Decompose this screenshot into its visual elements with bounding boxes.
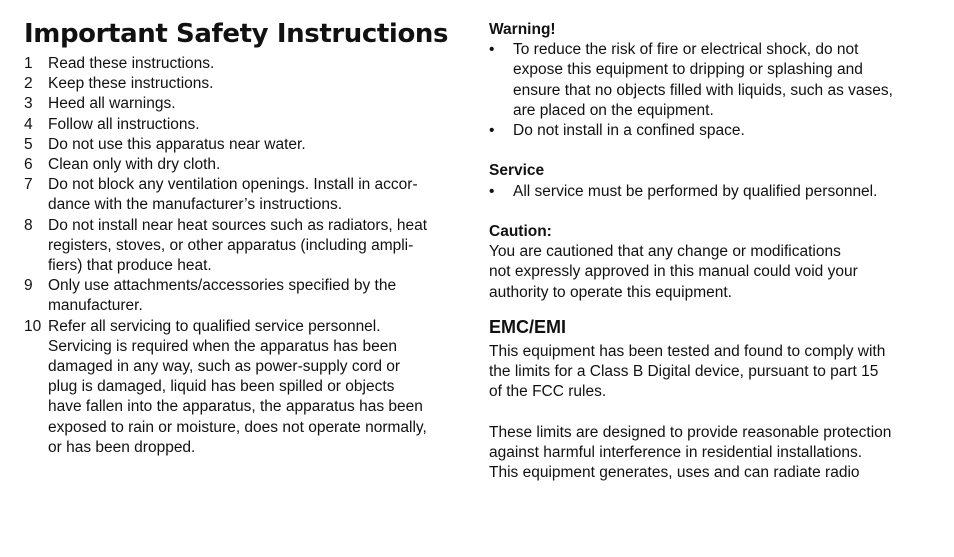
item-text: Do not use this apparatus near water. (48, 135, 306, 153)
instruction-item-8 (24, 216, 469, 277)
instruction-item-9 (24, 276, 469, 316)
item-number: 8 (24, 216, 33, 234)
service-list (489, 182, 939, 202)
item-text: Do not install in a confined space. (513, 122, 745, 140)
emc-section (489, 315, 939, 483)
spacer (489, 202, 939, 222)
item-text: or has been dropped. (48, 438, 196, 456)
item-text: To reduce the risk of fire or electrical shock, do not (513, 41, 859, 59)
item-text: Refer all servicing to qualified service personnel. (48, 317, 381, 335)
item-text: manufacturer. (48, 297, 143, 315)
text-line: This equipment generates, uses and can radiate radio (489, 464, 860, 482)
emc-paragraph-2 (489, 423, 939, 484)
warning-item (489, 121, 939, 141)
text-line: the limits for a Class B Digital device, pursuant to part 15 (489, 363, 879, 381)
item-number: 3 (24, 95, 33, 113)
item-text: Follow all instructions. (48, 115, 200, 133)
text-line: not expressly approved in this manual could void your (489, 263, 858, 281)
instructions-list (24, 54, 469, 458)
text-line: You are cautioned that any change or modifications (489, 243, 841, 261)
text-line: of the FCC rules. (489, 383, 607, 401)
caution-heading: Caution: (489, 223, 552, 240)
item-number: 6 (24, 156, 33, 174)
item-text: expose this equipment to dripping or splashing and (513, 61, 863, 79)
instruction-item-4 (24, 115, 469, 135)
service-section (489, 161, 939, 201)
bullet-icon: • (489, 41, 495, 59)
item-text: exposed to rain or moisture, does not operate normally, (48, 418, 427, 436)
item-number: 5 (24, 135, 33, 153)
item-text: registers, stoves, or other apparatus (including ampli- (48, 236, 414, 254)
spacer (489, 402, 939, 422)
warning-section (489, 20, 939, 141)
service-heading: Service (489, 162, 545, 180)
emc-paragraph-1 (489, 342, 939, 403)
caution-section (489, 222, 939, 303)
item-text: are placed on the equipment. (513, 101, 714, 119)
item-number: 1 (24, 55, 33, 72)
item-text: have fallen into the apparatus, the apparatus has been (48, 398, 423, 416)
item-number: 4 (24, 115, 33, 133)
warning-heading: Warning! (489, 21, 556, 38)
item-text: Do not block any ventilation openings. Install in accor- (48, 176, 418, 194)
warning-item (489, 40, 939, 121)
text-line: against harmful interference in residential installations. (489, 443, 863, 461)
item-text: Heed all warnings. (48, 95, 176, 113)
page-title: Important Safety Instructions (24, 19, 449, 49)
item-text: fiers) that produce heat. (48, 257, 212, 275)
instruction-item-10 (24, 317, 469, 458)
text-line: These limits are designed to provide reasonable protection (489, 423, 892, 441)
text-line: This equipment has been tested and found to comply with (489, 342, 886, 360)
item-text: Read these instructions. (48, 55, 215, 72)
caution-text (489, 242, 939, 303)
item-number: 9 (24, 277, 33, 295)
item-text: Clean only with dry cloth. (48, 156, 221, 174)
instruction-item-7 (24, 175, 469, 215)
item-text: Keep these instructions. (48, 75, 214, 93)
item-text: ensure that no objects filled with liquids, such as vases, (513, 81, 893, 99)
instruction-item-5 (24, 135, 469, 155)
item-text: dance with the manufacturer’s instructions. (48, 196, 343, 214)
item-text: Only use attachments/accessories specified by the (48, 277, 397, 295)
instruction-item-3 (24, 94, 469, 114)
item-number: 2 (24, 75, 33, 93)
item-text: Do not install near heat sources such as radiators, heat (48, 216, 428, 234)
instruction-item-1 (24, 54, 469, 74)
item-text: Servicing is required when the apparatus has been (48, 337, 397, 355)
bullet-icon: • (489, 122, 495, 140)
item-text: plug is damaged, liquid has been spilled or objects (48, 378, 395, 396)
item-text: damaged in any way, such as power-supply cord or (48, 358, 401, 376)
safety-instructions-column (24, 16, 469, 458)
instruction-item-6 (24, 155, 469, 175)
emc-heading: EMC/EMI (489, 316, 567, 337)
service-item (489, 182, 939, 202)
notices-column (489, 20, 939, 483)
item-number: 10 (24, 317, 42, 335)
warning-list (489, 40, 939, 141)
text-line: authority to operate this equipment. (489, 283, 732, 301)
bullet-icon: • (489, 182, 495, 200)
instruction-item-2 (24, 74, 469, 94)
spacer (489, 141, 939, 161)
item-number: 7 (24, 176, 33, 194)
item-text: All service must be performed by qualified personnel. (513, 182, 878, 200)
